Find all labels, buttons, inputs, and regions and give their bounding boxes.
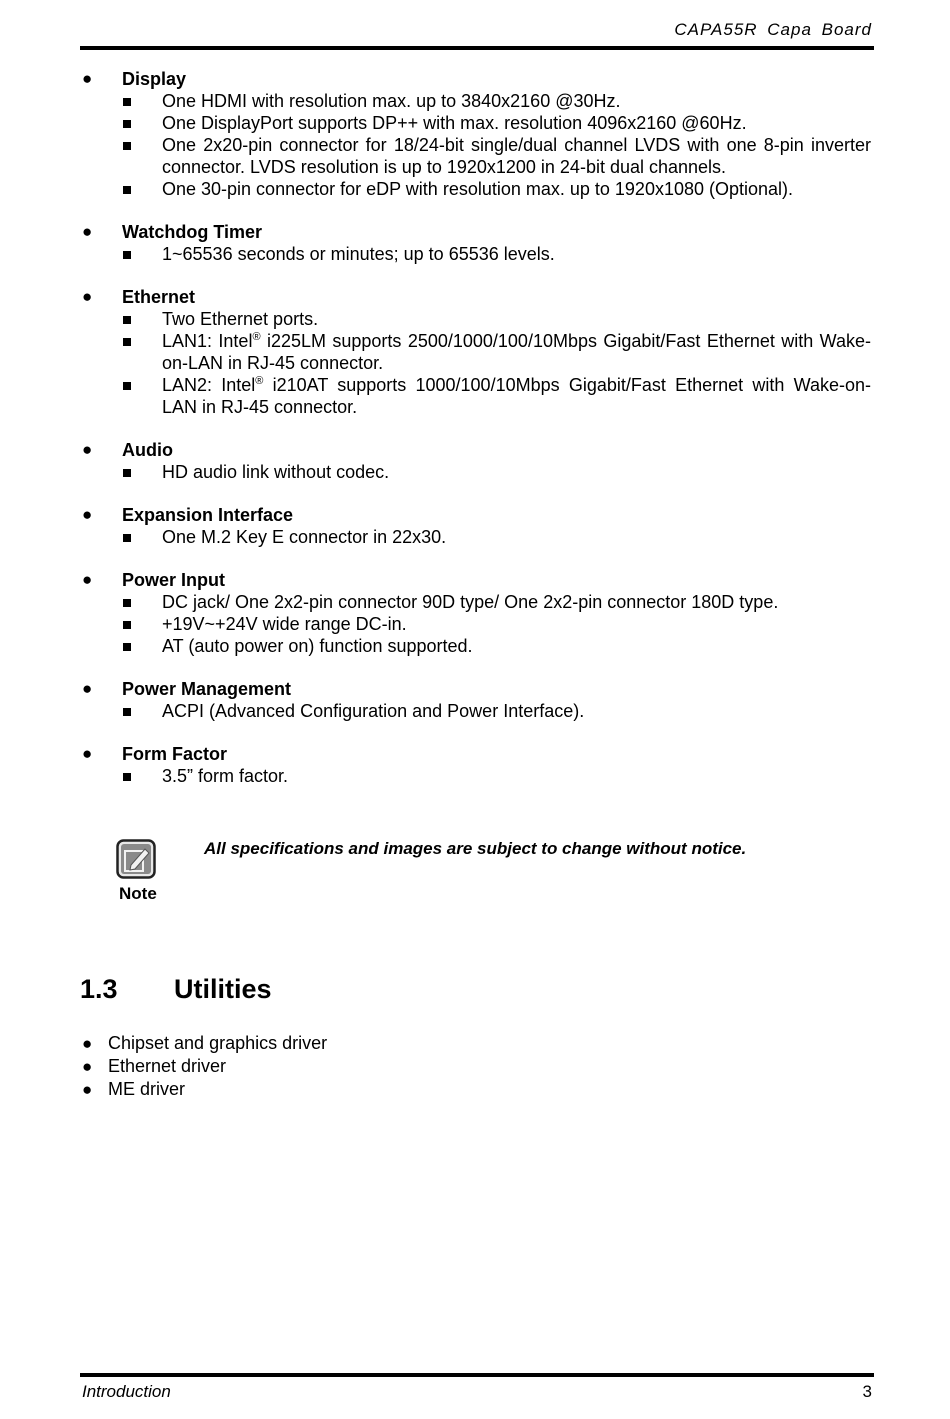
bullet-dot-icon: ●	[82, 1057, 93, 1076]
bullet-square-icon	[123, 621, 131, 629]
spec-section-heading	[80, 678, 871, 700]
spec-item-text: 3.5” form factor.	[162, 766, 289, 786]
spec-section-heading	[80, 286, 871, 308]
bullet-square-icon	[123, 534, 131, 542]
spec-section-heading	[80, 439, 871, 461]
utility-item-text: Chipset and graphics driver	[108, 1033, 328, 1053]
spec-item-text: One HDMI with resolution max. up to 3840x2160 @30Hz.	[162, 91, 621, 111]
bullet-square-icon	[123, 120, 131, 128]
spec-section	[80, 743, 871, 787]
spec-item	[80, 243, 871, 265]
spec-items	[80, 461, 871, 483]
spec-section-title: Display	[122, 69, 187, 89]
spec-section	[80, 504, 871, 548]
bullet-square-icon	[123, 142, 131, 150]
spec-section-heading	[80, 504, 871, 526]
bullet-dot-icon: ●	[82, 287, 93, 306]
spec-item-text: LAN2: Intel	[162, 375, 256, 395]
spec-section-title: Audio	[122, 440, 173, 460]
bullet-dot-icon: ●	[82, 69, 93, 88]
spec-section-title: Power Input	[122, 570, 225, 590]
spec-section-title: Form Factor	[122, 744, 228, 764]
spec-item	[80, 90, 871, 112]
spec-section-title: Watchdog Timer	[122, 222, 263, 242]
spec-item-text: AT (auto power on) function supported.	[162, 636, 473, 656]
utility-item-text: Ethernet driver	[108, 1056, 227, 1076]
spec-item-text: 1~65536 seconds or minutes; up to 65536 levels.	[162, 244, 555, 264]
spec-item	[80, 134, 871, 178]
section-number: 1.3	[80, 974, 118, 1004]
spec-item-text: Two Ethernet ports.	[162, 309, 319, 329]
spec-item-text: One 30-pin connector for eDP with resolution max. up to 1920x1080 (Optional).	[162, 179, 794, 199]
spec-section-heading	[80, 221, 871, 243]
spec-item-text: One 2x20-pin connector for 18/24-bit single/dual channel LVDS with one 8-pin inverter connector. LVDS resolution is up to 1920x1200 in 24-bit dual channels.	[162, 135, 871, 177]
note-box	[112, 836, 812, 916]
spec-item	[80, 765, 871, 787]
bullet-square-icon	[123, 186, 131, 194]
utility-item	[80, 1078, 327, 1101]
registered-mark: ®	[252, 331, 261, 343]
registered-mark: ®	[255, 375, 264, 387]
note-text: All specifications and images are subject to change without notice.	[204, 839, 747, 858]
spec-section	[80, 678, 871, 722]
spec-item-text-cont: i225LM supports 2500/1000/100/10Mbps Gigabit/Fast Ethernet with Wake-on-LAN in RJ-45 connector.	[162, 331, 871, 373]
spec-section-title: Ethernet	[122, 287, 196, 307]
bullet-square-icon	[123, 316, 131, 324]
spec-section-heading	[80, 743, 871, 765]
utility-item	[80, 1032, 327, 1055]
spec-item	[80, 308, 871, 330]
spec-item	[80, 178, 871, 200]
bullet-square-icon	[123, 643, 131, 651]
bullet-dot-icon: ●	[82, 570, 93, 589]
note-label: Note	[119, 884, 157, 903]
spec-section	[80, 569, 871, 657]
bullet-dot-icon: ●	[82, 505, 93, 524]
utilities-list	[80, 1032, 327, 1101]
bullet-square-icon	[123, 98, 131, 106]
bullet-dot-icon: ●	[82, 222, 93, 241]
spec-items	[80, 591, 871, 657]
spec-section	[80, 68, 871, 200]
spec-item-text-cont: i210AT supports 1000/100/10Mbps Gigabit/Fast Ethernet with Wake-on-LAN in RJ-45 connector.	[162, 375, 871, 417]
footer-chapter: Introduction	[82, 1382, 171, 1401]
spec-items	[80, 765, 871, 787]
bullet-dot-icon: ●	[82, 744, 93, 763]
spec-section	[80, 286, 871, 418]
page-header	[80, 18, 874, 50]
spec-item	[80, 112, 871, 134]
bullet-square-icon	[123, 338, 131, 346]
section-title: Utilities	[174, 974, 272, 1004]
spec-section-heading	[80, 68, 871, 90]
spec-items	[80, 700, 871, 722]
spec-items	[80, 526, 871, 548]
utility-item-text: ME driver	[108, 1079, 186, 1099]
spec-item	[80, 526, 871, 548]
spec-items	[80, 90, 871, 200]
spec-section-heading	[80, 569, 871, 591]
bullet-square-icon	[123, 773, 131, 781]
spec-list	[80, 68, 871, 808]
spec-item-text: One DisplayPort supports DP++ with max. resolution 4096x2160 @60Hz.	[162, 113, 747, 133]
spec-item-text: LAN1: Intel	[162, 331, 253, 351]
spec-section	[80, 439, 871, 483]
spec-item-text: +19V~+24V wide range DC-in.	[162, 614, 407, 634]
section-heading-utilities	[80, 974, 272, 1005]
spec-item	[80, 613, 871, 635]
bullet-square-icon	[123, 708, 131, 716]
bullet-dot-icon: ●	[82, 1080, 93, 1099]
header-title: CAPA55R Capa Board	[674, 20, 872, 39]
spec-items	[80, 308, 871, 418]
spec-item	[80, 374, 871, 418]
bullet-square-icon	[123, 599, 131, 607]
page-number: 3	[862, 1382, 872, 1401]
spec-item-text: DC jack/ One 2x2-pin connector 90D type/ One 2x2-pin connector 180D type.	[162, 592, 779, 612]
page-footer	[80, 1373, 874, 1401]
spec-section-title: Power Management	[122, 679, 292, 699]
spec-items	[80, 243, 871, 265]
bullet-square-icon	[123, 382, 131, 390]
spec-item-text: ACPI (Advanced Configuration and Power Interface).	[162, 701, 585, 721]
bullet-square-icon	[123, 251, 131, 259]
utility-item	[80, 1055, 327, 1078]
bullet-dot-icon: ●	[82, 1034, 93, 1053]
bullet-square-icon	[123, 469, 131, 477]
spec-item-text: One M.2 Key E connector in 22x30.	[162, 527, 447, 547]
spec-item	[80, 591, 871, 613]
spec-item	[80, 461, 871, 483]
spec-item	[80, 330, 871, 374]
spec-item-text: HD audio link without codec.	[162, 462, 390, 482]
spec-item	[80, 700, 871, 722]
spec-section-title: Expansion Interface	[122, 505, 294, 525]
spec-item	[80, 635, 871, 657]
bullet-dot-icon: ●	[82, 440, 93, 459]
spec-section	[80, 221, 871, 265]
bullet-dot-icon: ●	[82, 679, 93, 698]
note-pencil-icon	[116, 839, 156, 879]
